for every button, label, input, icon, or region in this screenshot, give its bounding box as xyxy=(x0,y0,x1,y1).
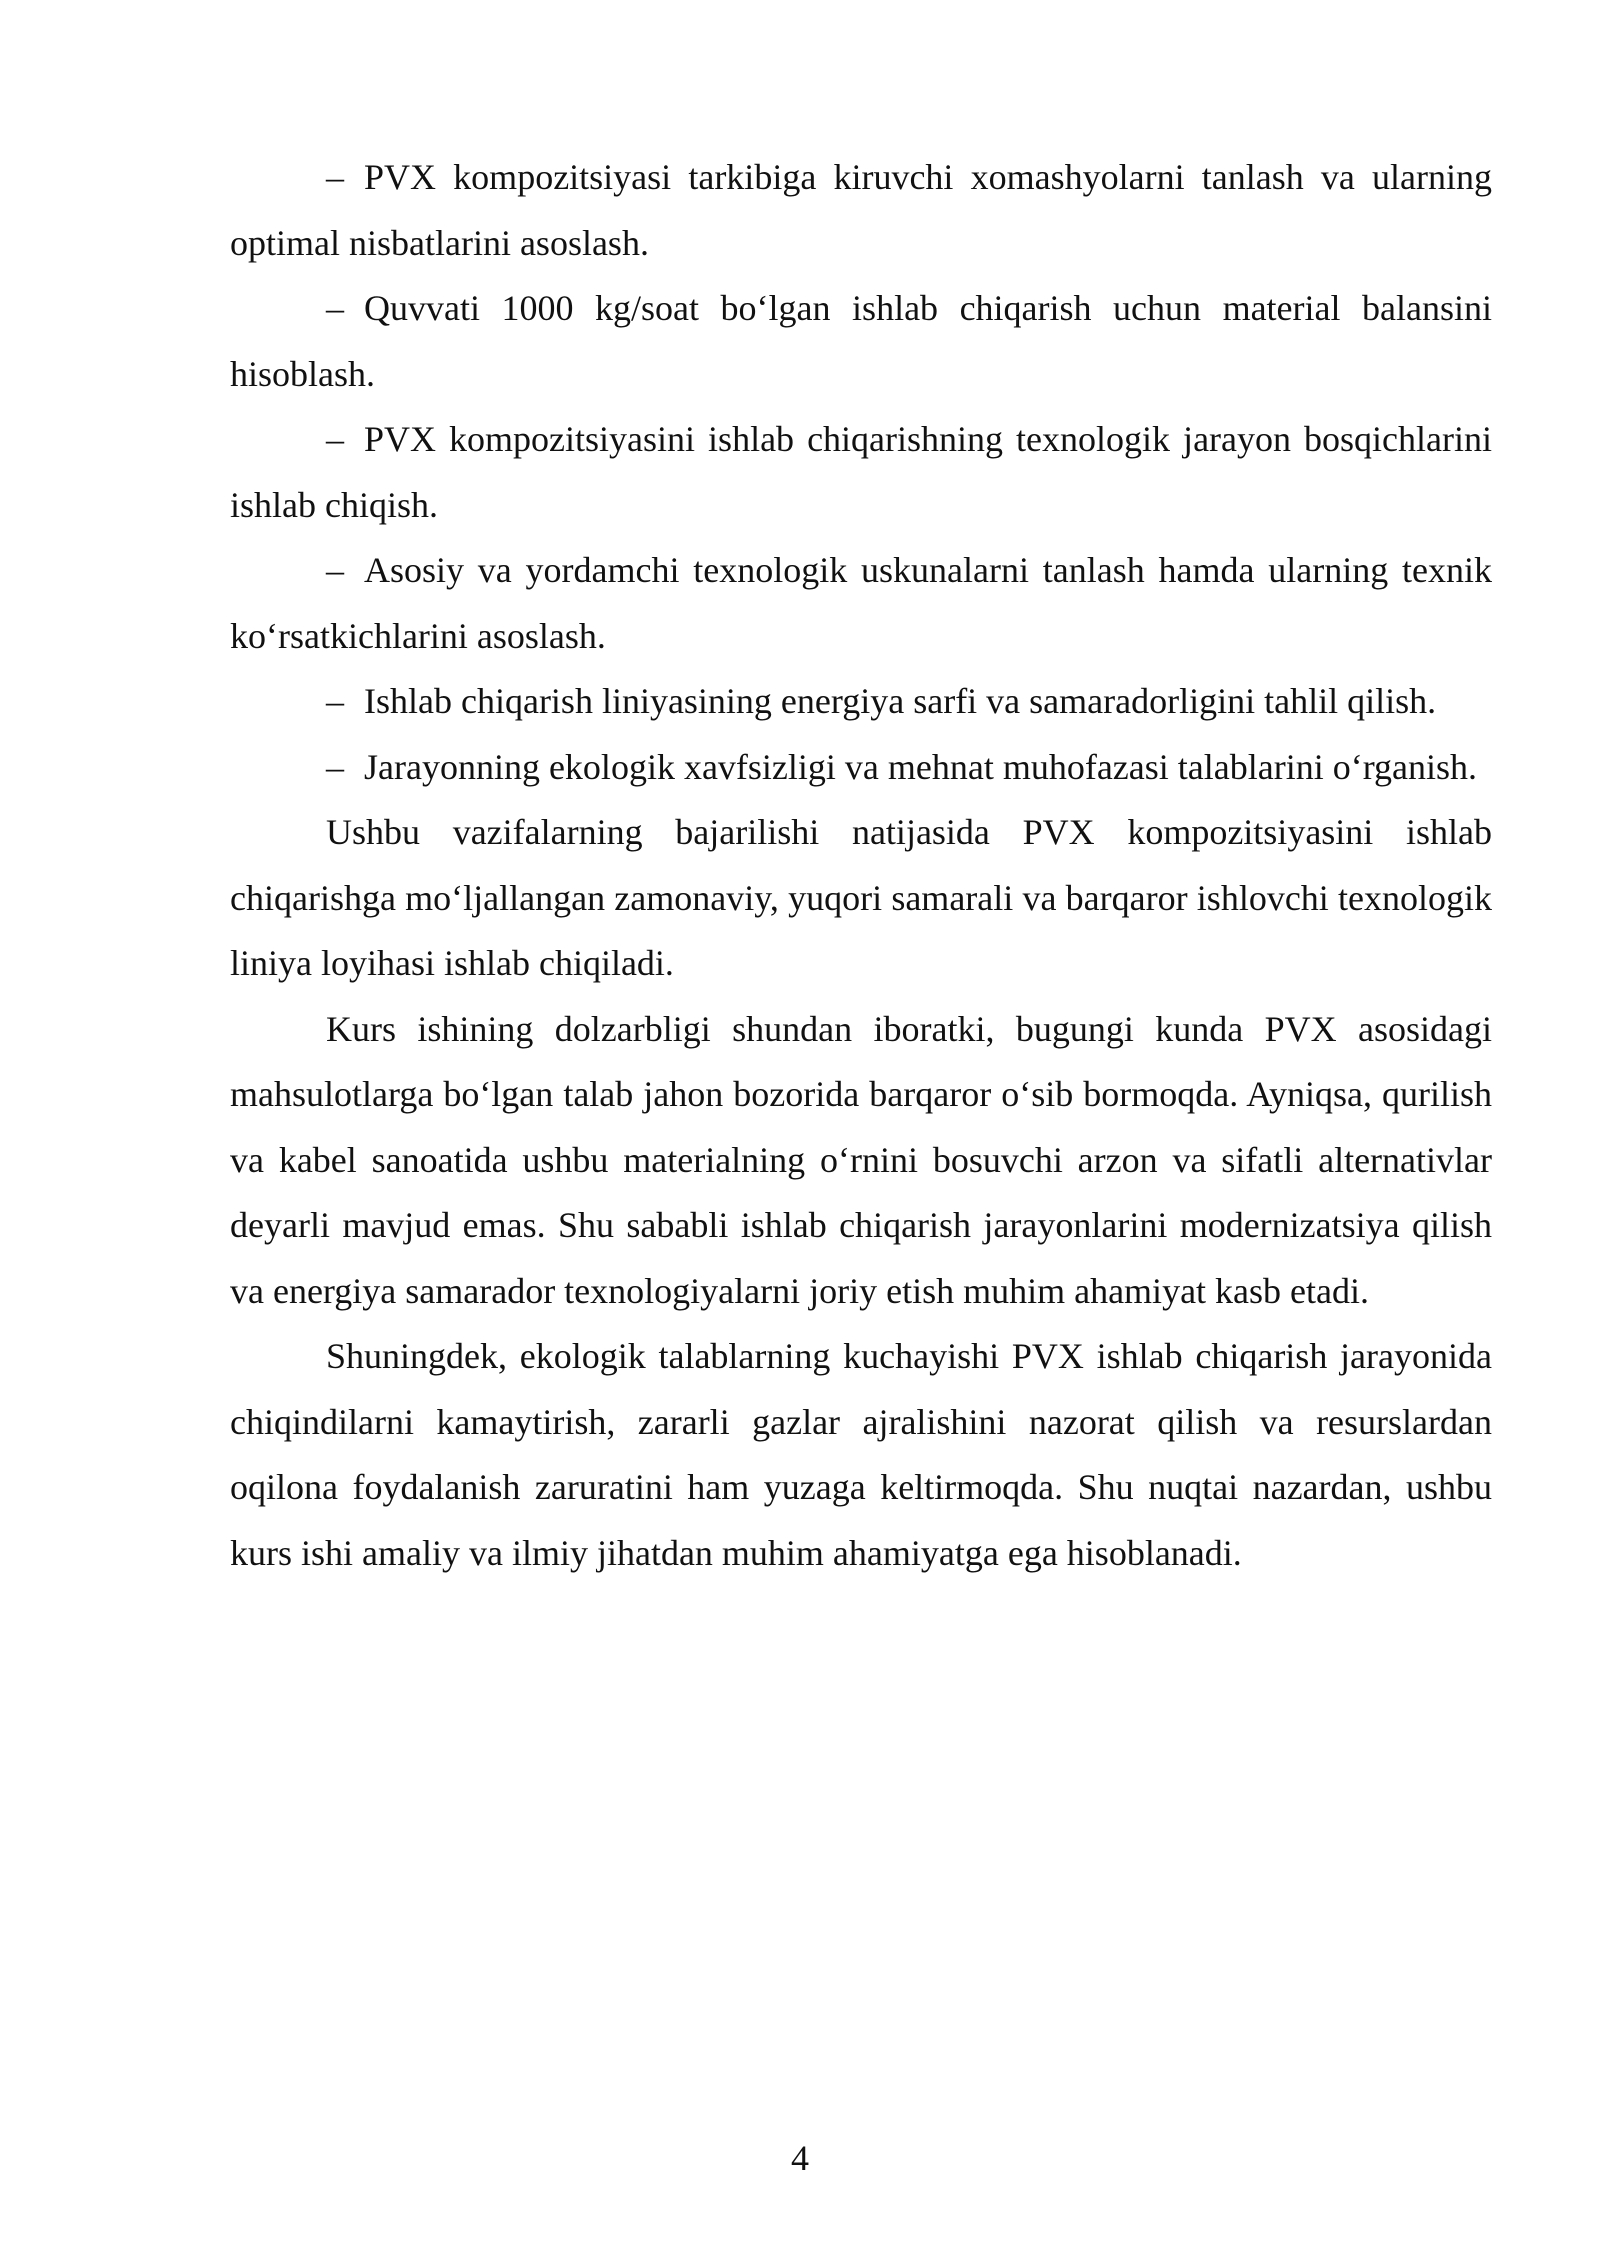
dash-marker: – xyxy=(326,157,344,197)
dash-marker: – xyxy=(326,550,344,590)
list-item-text: PVX kompozitsiyasi tarkibiga kiruvchi xomashyolarni tanlash va ularning optimal nisbatlarini asoslash. xyxy=(230,157,1492,263)
list-item-text: Asosiy va yordamchi texnologik uskunalarni tanlash hamda ularning texnik ko‘rsatkichlarini asoslash. xyxy=(230,550,1492,656)
list-item xyxy=(230,735,1492,801)
task-list xyxy=(230,145,1492,800)
list-item xyxy=(230,145,1492,276)
list-item-text: Ishlab chiqarish liniyasining energiya sarfi va samaradorligini tahlil qilish. xyxy=(364,681,1437,721)
paragraph-ecology: Shuningdek, ekologik talablarning kuchayishi PVX ishlab chiqarish jarayonida chiqindilarni kamaytirish, zararli gazlar ajralishini nazorat qilish va resurslardan oqilona foydalanish zaruratini ham yuzaga keltirmoqda. Shu nuqtai nazardan, ushbu kurs ishi amaliy va ilmiy jihatdan muhim ahamiyatga ega hisoblanadi. xyxy=(230,1336,1492,1573)
list-item xyxy=(230,407,1492,538)
dash-marker: – xyxy=(326,288,344,328)
paragraph-tasks-result: Ushbu vazifalarning bajarilishi natijasida PVX kompozitsiyasini ishlab chiqarishga mo‘ljallangan zamonaviy, yuqori samarali va barqaror ishlovchi texnologik liniya loyihasi ishlab chiqiladi. xyxy=(230,812,1492,983)
list-item-text: Jarayonning ekologik xavfsizligi va mehnat muhofazasi talablarini o‘rganish. xyxy=(364,746,1478,787)
list-item xyxy=(230,538,1492,669)
dash-marker: – xyxy=(326,746,344,787)
page-number: 4 xyxy=(791,2138,809,2178)
dash-marker: – xyxy=(326,419,344,459)
list-item-text: PVX kompozitsiyasini ishlab chiqarishning texnologik jarayon bosqichlarini ishlab chiqish. xyxy=(230,419,1492,525)
dash-marker: – xyxy=(326,681,344,721)
paragraph-relevance: Kurs ishining dolzarbligi shundan iboratki, bugungi kunda PVX asosidagi mahsulotlarga bo‘lgan talab jahon bozorida barqaror o‘sib bormoqda. Ayniqsa, qurilish va kabel sanoatida ushbu materialning o‘rnini bosuvchi arzon va sifatli alternativlar deyarli mavjud emas. Shu sababli ishlab chiqarish jarayonlarini modernizatsiya qilish va energiya samarador texnologiyalarni joriy etish muhim ahamiyat kasb etadi. xyxy=(230,1008,1492,1311)
list-item xyxy=(230,276,1492,407)
list-item-text: Quvvati 1000 kg/soat bo‘lgan ishlab chiqarish uchun material balansini hisoblash. xyxy=(230,288,1492,394)
document-page-body xyxy=(230,145,1492,1586)
list-item xyxy=(230,669,1492,735)
